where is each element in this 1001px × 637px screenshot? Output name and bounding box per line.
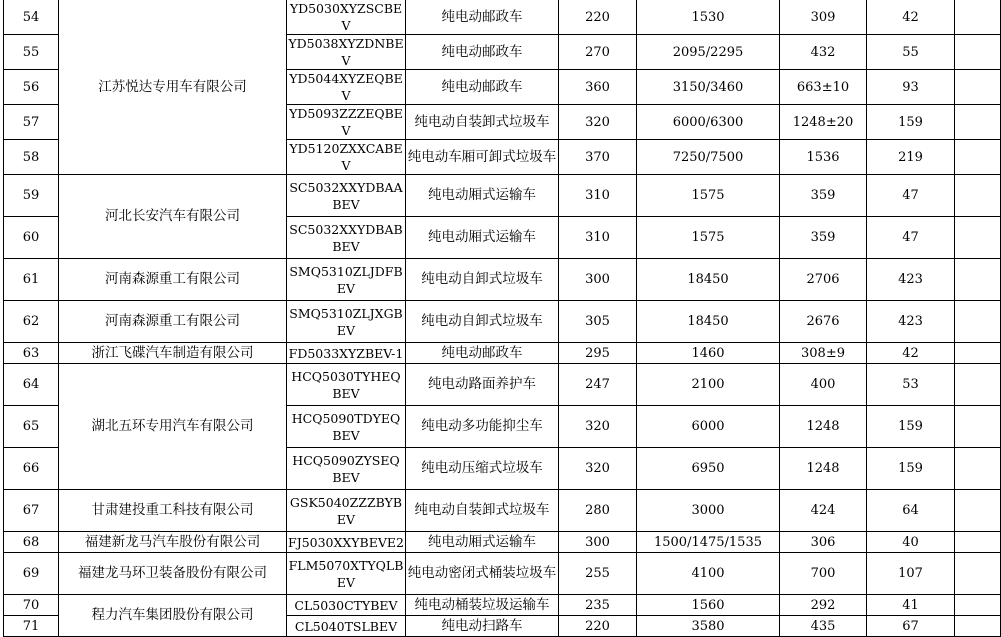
value-col-4: 219 <box>867 140 955 175</box>
value-col-3: 1536 <box>780 140 867 175</box>
value-col-5 <box>955 532 1001 553</box>
value-col-5 <box>955 0 1001 35</box>
value-col-3: 424 <box>780 490 867 532</box>
row-number: 70 <box>4 595 59 616</box>
vehicle-name: 纯电动厢式运输车 <box>406 532 559 553</box>
value-col-1: 295 <box>559 343 637 364</box>
value-col-4: 159 <box>867 105 955 140</box>
value-col-1: 300 <box>559 259 637 301</box>
value-col-2: 2100 <box>637 364 780 406</box>
value-col-2: 3580 <box>637 616 780 637</box>
value-col-2: 6000/6300 <box>637 105 780 140</box>
row-number: 57 <box>4 105 59 140</box>
value-col-5 <box>955 448 1001 490</box>
value-col-3: 1248±20 <box>780 105 867 140</box>
value-col-3: 2676 <box>780 301 867 343</box>
value-col-3: 1248 <box>780 406 867 448</box>
value-col-2: 7250/7500 <box>637 140 780 175</box>
value-col-4: 40 <box>867 532 955 553</box>
value-col-5 <box>955 406 1001 448</box>
vehicle-name: 纯电动车厢可卸式垃圾车 <box>406 140 559 175</box>
company-name: 福建新龙马汽车股份有限公司 <box>59 532 287 553</box>
value-col-4: 53 <box>867 364 955 406</box>
value-col-5 <box>955 553 1001 595</box>
value-col-2: 6000 <box>637 406 780 448</box>
value-col-2: 1575 <box>637 175 780 217</box>
value-col-2: 1575 <box>637 217 780 259</box>
value-col-5 <box>955 343 1001 364</box>
value-col-4: 41 <box>867 595 955 616</box>
vehicle-name: 纯电动邮政车 <box>406 70 559 105</box>
value-col-5 <box>955 259 1001 301</box>
value-col-5 <box>955 175 1001 217</box>
table-row <box>4 175 1001 217</box>
value-col-1: 255 <box>559 553 637 595</box>
vehicle-name: 纯电动自卸式垃圾车 <box>406 301 559 343</box>
value-col-4: 42 <box>867 343 955 364</box>
vehicle-name: 纯电动多功能抑尘车 <box>406 406 559 448</box>
row-number: 64 <box>4 364 59 406</box>
value-col-5 <box>955 616 1001 637</box>
value-col-1: 235 <box>559 595 637 616</box>
value-col-4: 47 <box>867 217 955 259</box>
row-number: 61 <box>4 259 59 301</box>
vehicle-name: 纯电动自卸式垃圾车 <box>406 259 559 301</box>
row-number: 60 <box>4 217 59 259</box>
value-col-5 <box>955 35 1001 70</box>
value-col-4: 423 <box>867 301 955 343</box>
value-col-2: 3150/3460 <box>637 70 780 105</box>
value-col-4: 42 <box>867 0 955 35</box>
table-row <box>4 532 1001 553</box>
table-row <box>4 343 1001 364</box>
row-number: 63 <box>4 343 59 364</box>
value-col-4: 47 <box>867 175 955 217</box>
row-number: 71 <box>4 616 59 637</box>
vehicle-model: SC5032XXYDBABBEV <box>287 217 406 259</box>
company-name: 江苏悦达专用车有限公司 <box>59 0 287 175</box>
table-row <box>4 595 1001 616</box>
vehicle-name: 纯电动桶装垃圾运输车 <box>406 595 559 616</box>
vehicle-model: FJ5030XXYBEVE2 <box>287 532 406 553</box>
table-row <box>4 364 1001 406</box>
value-col-2: 1530 <box>637 0 780 35</box>
value-col-1: 360 <box>559 70 637 105</box>
vehicle-model: HCQ5090TDYEQBEV <box>287 406 406 448</box>
value-col-3: 2706 <box>780 259 867 301</box>
value-col-1: 320 <box>559 406 637 448</box>
row-number: 55 <box>4 35 59 70</box>
value-col-3: 700 <box>780 553 867 595</box>
value-col-1: 220 <box>559 0 637 35</box>
row-number: 54 <box>4 0 59 35</box>
value-col-2: 1500/1475/1535 <box>637 532 780 553</box>
value-col-5 <box>955 595 1001 616</box>
value-col-3: 306 <box>780 532 867 553</box>
vehicle-model: HCQ5090ZYSEQBEV <box>287 448 406 490</box>
company-name: 河南森源重工有限公司 <box>59 301 287 343</box>
value-col-4: 159 <box>867 406 955 448</box>
value-col-5 <box>955 490 1001 532</box>
value-col-3: 359 <box>780 175 867 217</box>
value-col-3: 432 <box>780 35 867 70</box>
company-name: 福建龙马环卫装备股份有限公司 <box>59 553 287 595</box>
company-name: 河南森源重工有限公司 <box>59 259 287 301</box>
value-col-5 <box>955 105 1001 140</box>
value-col-2: 3000 <box>637 490 780 532</box>
vehicle-name: 纯电动压缩式垃圾车 <box>406 448 559 490</box>
value-col-1: 310 <box>559 175 637 217</box>
row-number: 66 <box>4 448 59 490</box>
table-row <box>4 259 1001 301</box>
vehicle-model: YD5093ZZZEQBEV <box>287 105 406 140</box>
vehicle-name: 纯电动邮政车 <box>406 343 559 364</box>
table-row <box>4 301 1001 343</box>
value-col-3: 1248 <box>780 448 867 490</box>
company-name: 河北长安汽车有限公司 <box>59 175 287 259</box>
company-name: 程力汽车集团股份有限公司 <box>59 595 287 637</box>
value-col-2: 18450 <box>637 259 780 301</box>
value-col-4: 64 <box>867 490 955 532</box>
row-number: 58 <box>4 140 59 175</box>
value-col-1: 247 <box>559 364 637 406</box>
row-number: 59 <box>4 175 59 217</box>
vehicle-model: CL5030CTYBEV <box>287 595 406 616</box>
value-col-5 <box>955 70 1001 105</box>
table-row <box>4 0 1001 35</box>
vehicle-model: HCQ5030TYHEQBEV <box>287 364 406 406</box>
vehicle-name: 纯电动厢式运输车 <box>406 217 559 259</box>
vehicle-name: 纯电动邮政车 <box>406 35 559 70</box>
vehicle-name: 纯电动密闭式桶装垃圾车 <box>406 553 559 595</box>
vehicle-model: SMQ5310ZLJXGBEV <box>287 301 406 343</box>
value-col-4: 159 <box>867 448 955 490</box>
value-col-2: 18450 <box>637 301 780 343</box>
vehicle-model: YD5044XYZEQBEV <box>287 70 406 105</box>
row-number: 62 <box>4 301 59 343</box>
value-col-3: 308±9 <box>780 343 867 364</box>
vehicle-name: 纯电动路面养护车 <box>406 364 559 406</box>
row-number: 69 <box>4 553 59 595</box>
value-col-2: 2095/2295 <box>637 35 780 70</box>
vehicle-model: CL5040TSLBEV <box>287 616 406 637</box>
value-col-1: 305 <box>559 301 637 343</box>
value-col-1: 370 <box>559 140 637 175</box>
value-col-4: 107 <box>867 553 955 595</box>
vehicle-model: SC5032XXYDBAABEV <box>287 175 406 217</box>
value-col-4: 55 <box>867 35 955 70</box>
vehicle-name: 纯电动扫路车 <box>406 616 559 637</box>
vehicle-name: 纯电动自装卸式垃圾车 <box>406 105 559 140</box>
value-col-3: 292 <box>780 595 867 616</box>
value-col-4: 423 <box>867 259 955 301</box>
company-name: 甘肃建投重工科技有限公司 <box>59 490 287 532</box>
vehicle-model: GSK5040ZZZBYBEV <box>287 490 406 532</box>
value-col-1: 320 <box>559 105 637 140</box>
value-col-4: 93 <box>867 70 955 105</box>
vehicle-model: YD5038XYZDNBEV <box>288 36 404 68</box>
vehicle-model: FD5033XYZBEV-1 <box>287 343 406 364</box>
value-col-2: 4100 <box>637 553 780 595</box>
row-number: 65 <box>4 406 59 448</box>
row-number: 56 <box>4 70 59 105</box>
value-col-1: 320 <box>559 448 637 490</box>
company-name: 湖北五环专用汽车有限公司 <box>59 364 287 490</box>
value-col-1: 310 <box>559 217 637 259</box>
value-col-5 <box>955 140 1001 175</box>
value-col-5 <box>955 217 1001 259</box>
value-col-1: 270 <box>559 35 637 70</box>
vehicle-model: SMQ5310ZLJDFBEV <box>287 259 406 301</box>
value-col-3: 663±10 <box>780 70 867 105</box>
value-col-5 <box>955 301 1001 343</box>
value-col-2: 1560 <box>637 595 780 616</box>
vehicle-model: YD5120ZXXCABEV <box>287 140 406 175</box>
value-col-1: 220 <box>559 616 637 637</box>
vehicle-model: YD5030XYZSCBEV <box>287 0 406 35</box>
row-number: 68 <box>4 532 59 553</box>
vehicle-model: FLM5070XTYQLBEV <box>287 553 406 595</box>
vehicle-name: 纯电动厢式运输车 <box>406 175 559 217</box>
value-col-3: 435 <box>780 616 867 637</box>
value-col-2: 6950 <box>637 448 780 490</box>
value-col-3: 400 <box>780 364 867 406</box>
company-name: 浙江飞碟汽车制造有限公司 <box>59 343 287 364</box>
value-col-1: 300 <box>559 532 637 553</box>
vehicle-name: 纯电动邮政车 <box>406 0 559 35</box>
row-number: 67 <box>4 490 59 532</box>
value-col-5 <box>955 364 1001 406</box>
value-col-3: 309 <box>780 0 867 35</box>
value-col-1: 280 <box>559 490 637 532</box>
value-col-3: 359 <box>780 217 867 259</box>
vehicle-name: 纯电动自装卸式垃圾车 <box>406 490 559 532</box>
vehicle-catalog-table <box>3 0 1001 637</box>
value-col-2: 1460 <box>637 343 780 364</box>
value-col-4: 67 <box>867 616 955 637</box>
table-row <box>4 490 1001 532</box>
table-row <box>4 553 1001 595</box>
